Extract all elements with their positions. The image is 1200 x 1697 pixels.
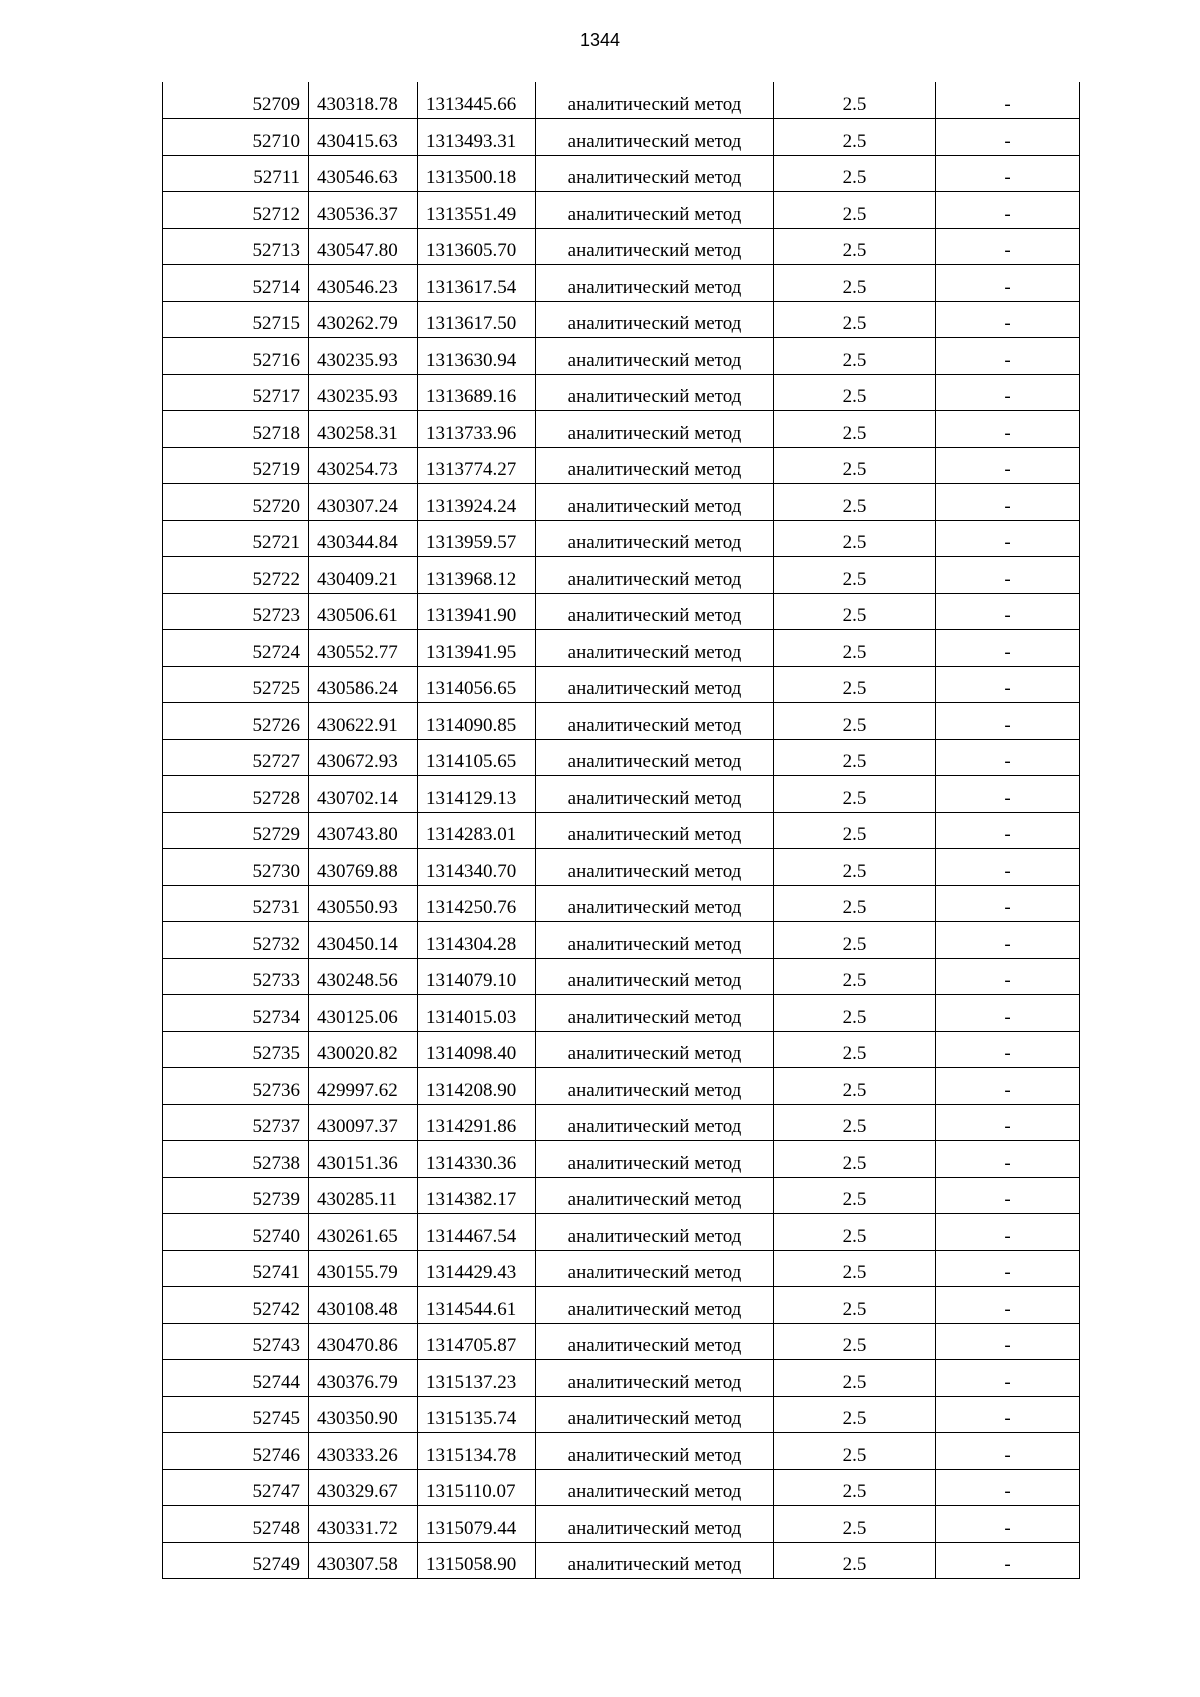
note-cell: - — [936, 374, 1080, 411]
x-coordinate-cell: 430097.37 — [309, 1104, 418, 1141]
accuracy-cell: 2.5 — [774, 922, 936, 959]
y-coordinate-cell: 1313941.95 — [418, 630, 536, 667]
method-cell: аналитический метод — [536, 1506, 774, 1543]
note-cell: - — [936, 1542, 1080, 1579]
x-coordinate-cell: 430622.91 — [309, 703, 418, 740]
y-coordinate-cell: 1314283.01 — [418, 812, 536, 849]
point-number-cell: 52714 — [163, 265, 309, 302]
point-number-cell: 52723 — [163, 593, 309, 630]
y-coordinate-cell: 1313617.50 — [418, 301, 536, 338]
y-coordinate-cell: 1314340.70 — [418, 849, 536, 886]
x-coordinate-cell: 430329.67 — [309, 1469, 418, 1506]
note-cell: - — [936, 1104, 1080, 1141]
accuracy-cell: 2.5 — [774, 1177, 936, 1214]
table-row — [163, 1396, 1080, 1433]
accuracy-cell: 2.5 — [774, 1214, 936, 1251]
x-coordinate-cell: 430307.24 — [309, 484, 418, 521]
x-coordinate-cell: 430258.31 — [309, 411, 418, 448]
note-cell: - — [936, 1469, 1080, 1506]
note-cell: - — [936, 1396, 1080, 1433]
table-row — [163, 155, 1080, 192]
method-cell: аналитический метод — [536, 1177, 774, 1214]
table-row — [163, 557, 1080, 594]
accuracy-cell: 2.5 — [774, 447, 936, 484]
note-cell: - — [936, 776, 1080, 813]
point-number-cell: 52735 — [163, 1031, 309, 1068]
accuracy-cell: 2.5 — [774, 484, 936, 521]
method-cell: аналитический метод — [536, 1031, 774, 1068]
point-number-cell: 52748 — [163, 1506, 309, 1543]
method-cell: аналитический метод — [536, 1214, 774, 1251]
y-coordinate-cell: 1314250.76 — [418, 885, 536, 922]
table-row — [163, 1031, 1080, 1068]
y-coordinate-cell: 1314291.86 — [418, 1104, 536, 1141]
note-cell: - — [936, 411, 1080, 448]
x-coordinate-cell: 430450.14 — [309, 922, 418, 959]
method-cell: аналитический метод — [536, 739, 774, 776]
table-row — [163, 411, 1080, 448]
accuracy-cell: 2.5 — [774, 1068, 936, 1105]
y-coordinate-cell: 1313630.94 — [418, 338, 536, 375]
accuracy-cell: 2.5 — [774, 192, 936, 229]
x-coordinate-cell: 430020.82 — [309, 1031, 418, 1068]
method-cell: аналитический метод — [536, 1323, 774, 1360]
y-coordinate-cell: 1314330.36 — [418, 1141, 536, 1178]
point-number-cell: 52725 — [163, 666, 309, 703]
table-row — [163, 776, 1080, 813]
table-row — [163, 958, 1080, 995]
note-cell: - — [936, 265, 1080, 302]
x-coordinate-cell: 430415.63 — [309, 119, 418, 156]
y-coordinate-cell: 1313605.70 — [418, 228, 536, 265]
y-coordinate-cell: 1314129.13 — [418, 776, 536, 813]
accuracy-cell: 2.5 — [774, 885, 936, 922]
accuracy-cell: 2.5 — [774, 1141, 936, 1178]
accuracy-cell: 2.5 — [774, 1433, 936, 1470]
x-coordinate-cell: 429997.62 — [309, 1068, 418, 1105]
method-cell: аналитический метод — [536, 776, 774, 813]
accuracy-cell: 2.5 — [774, 666, 936, 703]
method-cell: аналитический метод — [536, 374, 774, 411]
note-cell: - — [936, 1141, 1080, 1178]
note-cell: - — [936, 119, 1080, 156]
point-number-cell: 52716 — [163, 338, 309, 375]
accuracy-cell: 2.5 — [774, 1542, 936, 1579]
table-row — [163, 1104, 1080, 1141]
note-cell: - — [936, 192, 1080, 229]
point-number-cell: 52733 — [163, 958, 309, 995]
x-coordinate-cell: 430125.06 — [309, 995, 418, 1032]
y-coordinate-cell: 1313689.16 — [418, 374, 536, 411]
accuracy-cell: 2.5 — [774, 338, 936, 375]
accuracy-cell: 2.5 — [774, 1104, 936, 1141]
table-row — [163, 995, 1080, 1032]
table-row — [163, 1360, 1080, 1397]
accuracy-cell: 2.5 — [774, 1031, 936, 1068]
table-row — [163, 1214, 1080, 1251]
note-cell: - — [936, 301, 1080, 338]
point-number-cell: 52744 — [163, 1360, 309, 1397]
x-coordinate-cell: 430261.65 — [309, 1214, 418, 1251]
table-row — [163, 922, 1080, 959]
y-coordinate-cell: 1315134.78 — [418, 1433, 536, 1470]
x-coordinate-cell: 430672.93 — [309, 739, 418, 776]
y-coordinate-cell: 1314304.28 — [418, 922, 536, 959]
point-number-cell: 52724 — [163, 630, 309, 667]
y-coordinate-cell: 1314467.54 — [418, 1214, 536, 1251]
point-number-cell: 52720 — [163, 484, 309, 521]
table-row — [163, 1287, 1080, 1324]
accuracy-cell: 2.5 — [774, 228, 936, 265]
accuracy-cell: 2.5 — [774, 1360, 936, 1397]
method-cell: аналитический метод — [536, 119, 774, 156]
accuracy-cell: 2.5 — [774, 776, 936, 813]
point-number-cell: 52730 — [163, 849, 309, 886]
method-cell: аналитический метод — [536, 1250, 774, 1287]
y-coordinate-cell: 1313617.54 — [418, 265, 536, 302]
note-cell: - — [936, 1287, 1080, 1324]
accuracy-cell: 2.5 — [774, 1506, 936, 1543]
note-cell: - — [936, 958, 1080, 995]
point-number-cell: 52736 — [163, 1068, 309, 1105]
point-number-cell: 52712 — [163, 192, 309, 229]
method-cell: аналитический метод — [536, 338, 774, 375]
accuracy-cell: 2.5 — [774, 739, 936, 776]
point-number-cell: 52719 — [163, 447, 309, 484]
table-row — [163, 1506, 1080, 1543]
table-row — [163, 1177, 1080, 1214]
method-cell: аналитический метод — [536, 1396, 774, 1433]
point-number-cell: 52717 — [163, 374, 309, 411]
x-coordinate-cell: 430235.93 — [309, 338, 418, 375]
note-cell: - — [936, 557, 1080, 594]
table-row — [163, 1469, 1080, 1506]
note-cell: - — [936, 849, 1080, 886]
y-coordinate-cell: 1315135.74 — [418, 1396, 536, 1433]
table-row — [163, 849, 1080, 886]
x-coordinate-cell: 430155.79 — [309, 1250, 418, 1287]
table-row — [163, 228, 1080, 265]
method-cell: аналитический метод — [536, 1542, 774, 1579]
method-cell: аналитический метод — [536, 958, 774, 995]
point-number-cell: 52726 — [163, 703, 309, 740]
x-coordinate-cell: 430151.36 — [309, 1141, 418, 1178]
page-number: 1344 — [579, 30, 621, 50]
note-cell: - — [936, 922, 1080, 959]
note-cell: - — [936, 995, 1080, 1032]
method-cell: аналитический метод — [536, 411, 774, 448]
x-coordinate-cell: 430550.93 — [309, 885, 418, 922]
method-cell: аналитический метод — [536, 82, 774, 119]
accuracy-cell: 2.5 — [774, 119, 936, 156]
note-cell: - — [936, 82, 1080, 119]
x-coordinate-cell: 430318.78 — [309, 82, 418, 119]
method-cell: аналитический метод — [536, 703, 774, 740]
accuracy-cell: 2.5 — [774, 82, 936, 119]
accuracy-cell: 2.5 — [774, 301, 936, 338]
point-number-cell: 52746 — [163, 1433, 309, 1470]
y-coordinate-cell: 1313551.49 — [418, 192, 536, 229]
x-coordinate-cell: 430546.63 — [309, 155, 418, 192]
y-coordinate-cell: 1315110.07 — [418, 1469, 536, 1506]
x-coordinate-cell: 430254.73 — [309, 447, 418, 484]
point-number-cell: 52732 — [163, 922, 309, 959]
y-coordinate-cell: 1314208.90 — [418, 1068, 536, 1105]
accuracy-cell: 2.5 — [774, 155, 936, 192]
note-cell: - — [936, 338, 1080, 375]
y-coordinate-cell: 1314015.03 — [418, 995, 536, 1032]
x-coordinate-cell: 430536.37 — [309, 192, 418, 229]
table-row — [163, 192, 1080, 229]
x-coordinate-cell: 430235.93 — [309, 374, 418, 411]
y-coordinate-cell: 1313959.57 — [418, 520, 536, 557]
y-coordinate-cell: 1314090.85 — [418, 703, 536, 740]
method-cell: аналитический метод — [536, 155, 774, 192]
accuracy-cell: 2.5 — [774, 520, 936, 557]
point-number-cell: 52731 — [163, 885, 309, 922]
table-row — [163, 703, 1080, 740]
y-coordinate-cell: 1314544.61 — [418, 1287, 536, 1324]
note-cell: - — [936, 447, 1080, 484]
point-number-cell: 52747 — [163, 1469, 309, 1506]
x-coordinate-cell: 430285.11 — [309, 1177, 418, 1214]
point-number-cell: 52710 — [163, 119, 309, 156]
accuracy-cell: 2.5 — [774, 703, 936, 740]
method-cell: аналитический метод — [536, 630, 774, 667]
note-cell: - — [936, 739, 1080, 776]
accuracy-cell: 2.5 — [774, 411, 936, 448]
method-cell: аналитический метод — [536, 1469, 774, 1506]
y-coordinate-cell: 1315079.44 — [418, 1506, 536, 1543]
method-cell: аналитический метод — [536, 593, 774, 630]
accuracy-cell: 2.5 — [774, 1396, 936, 1433]
table-row — [163, 1542, 1080, 1579]
x-coordinate-cell: 430262.79 — [309, 301, 418, 338]
y-coordinate-cell: 1315137.23 — [418, 1360, 536, 1397]
y-coordinate-cell: 1313941.90 — [418, 593, 536, 630]
method-cell: аналитический метод — [536, 484, 774, 521]
accuracy-cell: 2.5 — [774, 1287, 936, 1324]
note-cell: - — [936, 885, 1080, 922]
y-coordinate-cell: 1314705.87 — [418, 1323, 536, 1360]
y-coordinate-cell: 1313774.27 — [418, 447, 536, 484]
table-row — [163, 885, 1080, 922]
x-coordinate-cell: 430333.26 — [309, 1433, 418, 1470]
accuracy-cell: 2.5 — [774, 1469, 936, 1506]
x-coordinate-cell: 430376.79 — [309, 1360, 418, 1397]
x-coordinate-cell: 430546.23 — [309, 265, 418, 302]
point-number-cell: 52734 — [163, 995, 309, 1032]
method-cell: аналитический метод — [536, 849, 774, 886]
note-cell: - — [936, 703, 1080, 740]
note-cell: - — [936, 1177, 1080, 1214]
method-cell: аналитический метод — [536, 1068, 774, 1105]
point-number-cell: 52715 — [163, 301, 309, 338]
x-coordinate-cell: 430702.14 — [309, 776, 418, 813]
table-row — [163, 1433, 1080, 1470]
note-cell: - — [936, 1323, 1080, 1360]
y-coordinate-cell: 1314079.10 — [418, 958, 536, 995]
table-row — [163, 1250, 1080, 1287]
y-coordinate-cell: 1314382.17 — [418, 1177, 536, 1214]
accuracy-cell: 2.5 — [774, 630, 936, 667]
table-row — [163, 265, 1080, 302]
table-row — [163, 484, 1080, 521]
x-coordinate-cell: 430470.86 — [309, 1323, 418, 1360]
method-cell: аналитический метод — [536, 265, 774, 302]
x-coordinate-cell: 430108.48 — [309, 1287, 418, 1324]
x-coordinate-cell: 430331.72 — [309, 1506, 418, 1543]
accuracy-cell: 2.5 — [774, 557, 936, 594]
table-row — [163, 520, 1080, 557]
accuracy-cell: 2.5 — [774, 265, 936, 302]
accuracy-cell: 2.5 — [774, 593, 936, 630]
y-coordinate-cell: 1313445.66 — [418, 82, 536, 119]
method-cell: аналитический метод — [536, 812, 774, 849]
x-coordinate-cell: 430506.61 — [309, 593, 418, 630]
accuracy-cell: 2.5 — [774, 995, 936, 1032]
y-coordinate-cell: 1314098.40 — [418, 1031, 536, 1068]
method-cell: аналитический метод — [536, 447, 774, 484]
x-coordinate-cell: 430344.84 — [309, 520, 418, 557]
table-body — [163, 82, 1080, 1579]
table-row — [163, 447, 1080, 484]
method-cell: аналитический метод — [536, 666, 774, 703]
point-number-cell: 52711 — [163, 155, 309, 192]
y-coordinate-cell: 1314429.43 — [418, 1250, 536, 1287]
accuracy-cell: 2.5 — [774, 1250, 936, 1287]
method-cell: аналитический метод — [536, 1104, 774, 1141]
point-number-cell: 52749 — [163, 1542, 309, 1579]
note-cell: - — [936, 520, 1080, 557]
method-cell: аналитический метод — [536, 228, 774, 265]
note-cell: - — [936, 1031, 1080, 1068]
note-cell: - — [936, 228, 1080, 265]
point-number-cell: 52738 — [163, 1141, 309, 1178]
note-cell: - — [936, 155, 1080, 192]
x-coordinate-cell: 430547.80 — [309, 228, 418, 265]
table-row — [163, 812, 1080, 849]
point-number-cell: 52743 — [163, 1323, 309, 1360]
x-coordinate-cell: 430769.88 — [309, 849, 418, 886]
table-row — [163, 1068, 1080, 1105]
point-number-cell: 52727 — [163, 739, 309, 776]
table-row — [163, 593, 1080, 630]
table-row — [163, 119, 1080, 156]
method-cell: аналитический метод — [536, 301, 774, 338]
point-number-cell: 52718 — [163, 411, 309, 448]
accuracy-cell: 2.5 — [774, 812, 936, 849]
table-row — [163, 374, 1080, 411]
point-number-cell: 52721 — [163, 520, 309, 557]
point-number-cell: 52728 — [163, 776, 309, 813]
point-number-cell: 52742 — [163, 1287, 309, 1324]
note-cell: - — [936, 1360, 1080, 1397]
point-number-cell: 52740 — [163, 1214, 309, 1251]
point-number-cell: 52709 — [163, 82, 309, 119]
method-cell: аналитический метод — [536, 557, 774, 594]
table-row — [163, 301, 1080, 338]
y-coordinate-cell: 1313924.24 — [418, 484, 536, 521]
point-number-cell: 52713 — [163, 228, 309, 265]
accuracy-cell: 2.5 — [774, 374, 936, 411]
point-number-cell: 52739 — [163, 1177, 309, 1214]
method-cell: аналитический метод — [536, 995, 774, 1032]
method-cell: аналитический метод — [536, 1287, 774, 1324]
table-row — [163, 1323, 1080, 1360]
y-coordinate-cell: 1313500.18 — [418, 155, 536, 192]
x-coordinate-cell: 430586.24 — [309, 666, 418, 703]
note-cell: - — [936, 593, 1080, 630]
method-cell: аналитический метод — [536, 1360, 774, 1397]
accuracy-cell: 2.5 — [774, 849, 936, 886]
point-number-cell: 52729 — [163, 812, 309, 849]
x-coordinate-cell: 430350.90 — [309, 1396, 418, 1433]
note-cell: - — [936, 1506, 1080, 1543]
x-coordinate-cell: 430743.80 — [309, 812, 418, 849]
note-cell: - — [936, 666, 1080, 703]
accuracy-cell: 2.5 — [774, 958, 936, 995]
point-number-cell: 52745 — [163, 1396, 309, 1433]
table-row — [163, 630, 1080, 667]
note-cell: - — [936, 1214, 1080, 1251]
y-coordinate-cell: 1313493.31 — [418, 119, 536, 156]
x-coordinate-cell: 430409.21 — [309, 557, 418, 594]
method-cell: аналитический метод — [536, 192, 774, 229]
y-coordinate-cell: 1314056.65 — [418, 666, 536, 703]
accuracy-cell: 2.5 — [774, 1323, 936, 1360]
table-row — [163, 666, 1080, 703]
method-cell: аналитический метод — [536, 1141, 774, 1178]
point-number-cell: 52741 — [163, 1250, 309, 1287]
note-cell: - — [936, 812, 1080, 849]
coordinates-table — [162, 82, 1080, 1579]
y-coordinate-cell: 1314105.65 — [418, 739, 536, 776]
table-row — [163, 739, 1080, 776]
table-row — [163, 1141, 1080, 1178]
point-number-cell: 52737 — [163, 1104, 309, 1141]
y-coordinate-cell: 1313733.96 — [418, 411, 536, 448]
method-cell: аналитический метод — [536, 885, 774, 922]
y-coordinate-cell: 1313968.12 — [418, 557, 536, 594]
note-cell: - — [936, 1250, 1080, 1287]
x-coordinate-cell: 430552.77 — [309, 630, 418, 667]
table-row — [163, 82, 1080, 119]
x-coordinate-cell: 430307.58 — [309, 1542, 418, 1579]
method-cell: аналитический метод — [536, 520, 774, 557]
point-number-cell: 52722 — [163, 557, 309, 594]
x-coordinate-cell: 430248.56 — [309, 958, 418, 995]
note-cell: - — [936, 484, 1080, 521]
method-cell: аналитический метод — [536, 1433, 774, 1470]
method-cell: аналитический метод — [536, 922, 774, 959]
note-cell: - — [936, 630, 1080, 667]
table-row — [163, 338, 1080, 375]
note-cell: - — [936, 1433, 1080, 1470]
note-cell: - — [936, 1068, 1080, 1105]
y-coordinate-cell: 1315058.90 — [418, 1542, 536, 1579]
